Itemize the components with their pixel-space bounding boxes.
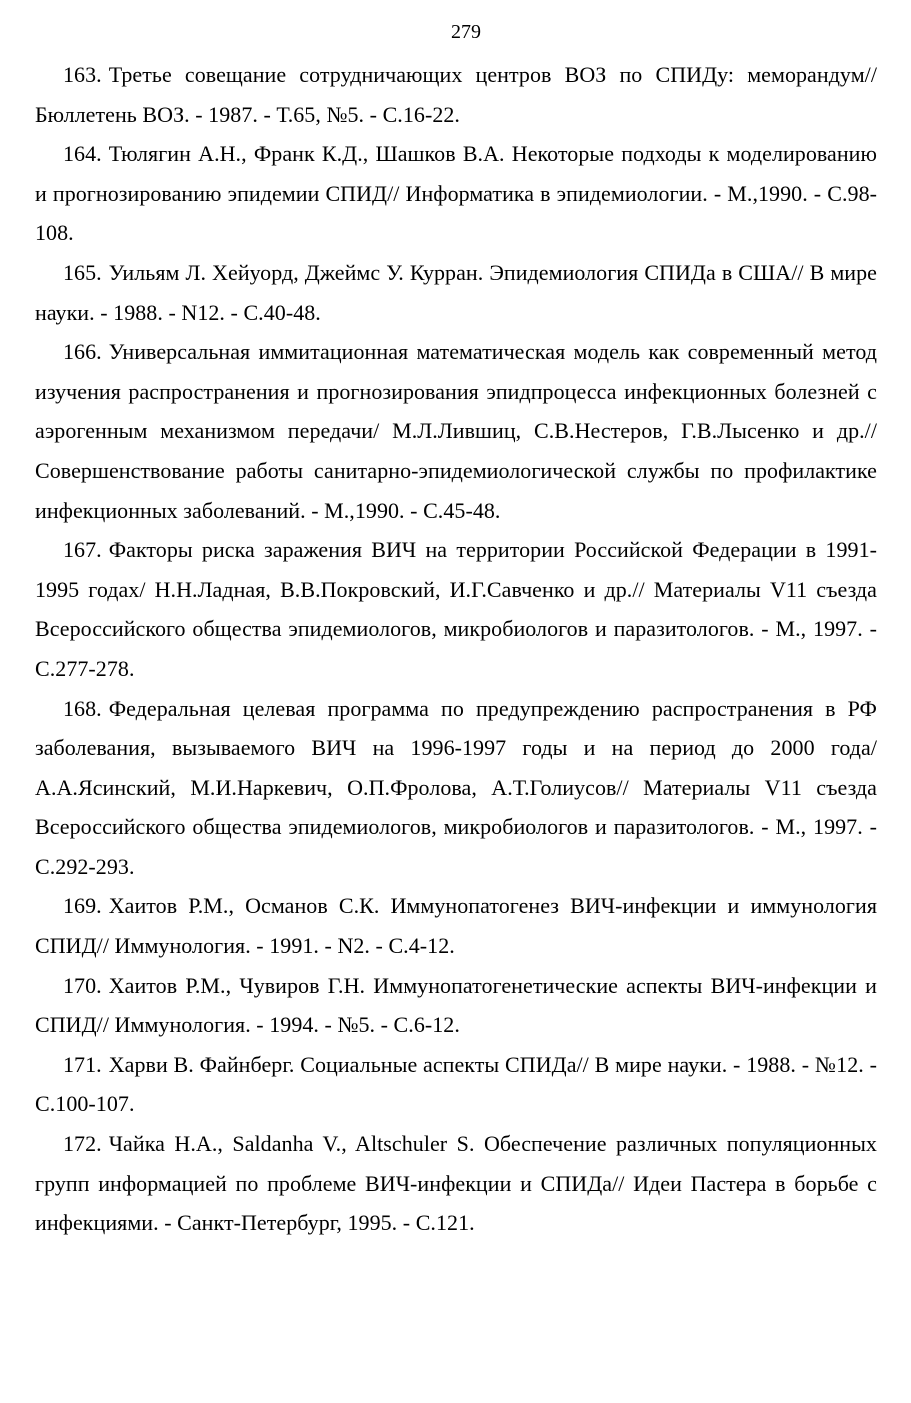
reference-text: Универсальная иммитационная математическая модель как современный метод изучения распространения и прогнозирования эпидпроцесса инфекционных болезней с аэрогенным механизмом передачи/ М.Л.Лившиц, С.В.Нестеров, Г.В.Лысенко и др.// Совершенствование работы санитарно-эпидемиологической службы по профилактике инфекционных заболеваний. - М.,1990. - С.45-48. [35, 339, 877, 523]
reference-item [35, 1045, 877, 1124]
reference-text: Чайка Н.А., Saldanha V., Altschuler S. Обеспечение различных популяционных групп информацией по проблеме ВИЧ-инфекции и СПИДа// Идеи Пастера в борьбе с инфекциями. - Санкт-Петербург, 1995. - С.121. [35, 1131, 877, 1236]
reference-item [35, 966, 877, 1045]
reference-number: 164. [63, 141, 102, 167]
reference-item [35, 134, 877, 253]
reference-number: 170. [63, 972, 102, 998]
reference-item [35, 332, 877, 530]
reference-item [35, 1124, 877, 1243]
reference-text: Хаитов Р.М., Османов С.К. Иммунопатогенез ВИЧ-инфекции и иммунология СПИД// Иммунология. - 1991. - N2. - С.4-12. [35, 893, 877, 959]
reference-number: 172. [63, 1131, 102, 1157]
reference-number: 168. [63, 695, 102, 721]
reference-item [35, 886, 877, 965]
reference-item [35, 689, 877, 887]
reference-item [35, 253, 877, 332]
reference-text: Федеральная целевая программа по предупреждению распространения в РФ заболевания, вызываемого ВИЧ на 1996-1997 годы и на период до 2000 года/ А.А.Ясинский, М.И.Наркевич, О.П.Фролова, А.Т.Голиусов// Материалы V11 съезда Всероссийского общества эпидемиологов, микробиологов и паразитологов. - М., 1997. - С.292-293. [35, 695, 877, 879]
reference-text: Харви В. Файнберг. Социальные аспекты СПИДа// В мире науки. - 1988. - №12. - С.100-107. [35, 1051, 877, 1117]
reference-number: 169. [63, 893, 102, 919]
reference-text: Хаитов Р.М., Чувиров Г.Н. Иммунопатогенетические аспекты ВИЧ-инфекции и СПИД// Иммунология. - 1994. - №5. - С.6-12. [35, 972, 877, 1038]
reference-text: Третье совещание сотрудничающих центров ВОЗ по СПИДу: меморандум// Бюллетень ВОЗ. - 1987. - Т.65, №5. - С.16-22. [35, 62, 877, 127]
reference-list [35, 55, 877, 1243]
reference-number: 165. [63, 259, 102, 285]
document-page [35, 18, 877, 1243]
reference-item [35, 55, 877, 134]
reference-text: Факторы риска заражения ВИЧ на территории Российской Федерации в 1991-1995 годах/ Н.Н.Ладная, В.В.Покровский, И.Г.Савченко и др.// Материалы V11 съезда Всероссийского общества эпидемиологов, микробиологов и паразитологов. - М., 1997. - С.277-278. [35, 537, 877, 681]
reference-text: Уильям Л. Хейуорд, Джеймс У. Курран. Эпидемиология СПИДа в США// В мире науки. - 1988. - N12. - С.40-48. [35, 259, 877, 325]
reference-number: 171. [63, 1051, 102, 1077]
reference-number: 167. [63, 537, 102, 563]
reference-text: Тюлягин А.Н., Франк К.Д., Шашков В.А. Некоторые подходы к моделированию и прогнозированию эпидемии СПИД// Информатика в эпидемиологии. - М.,1990. - С.98-108. [35, 141, 877, 246]
reference-item [35, 530, 877, 688]
reference-number: 166. [63, 339, 102, 365]
page-number: 279 [451, 21, 481, 43]
reference-number: 163. [63, 62, 102, 87]
